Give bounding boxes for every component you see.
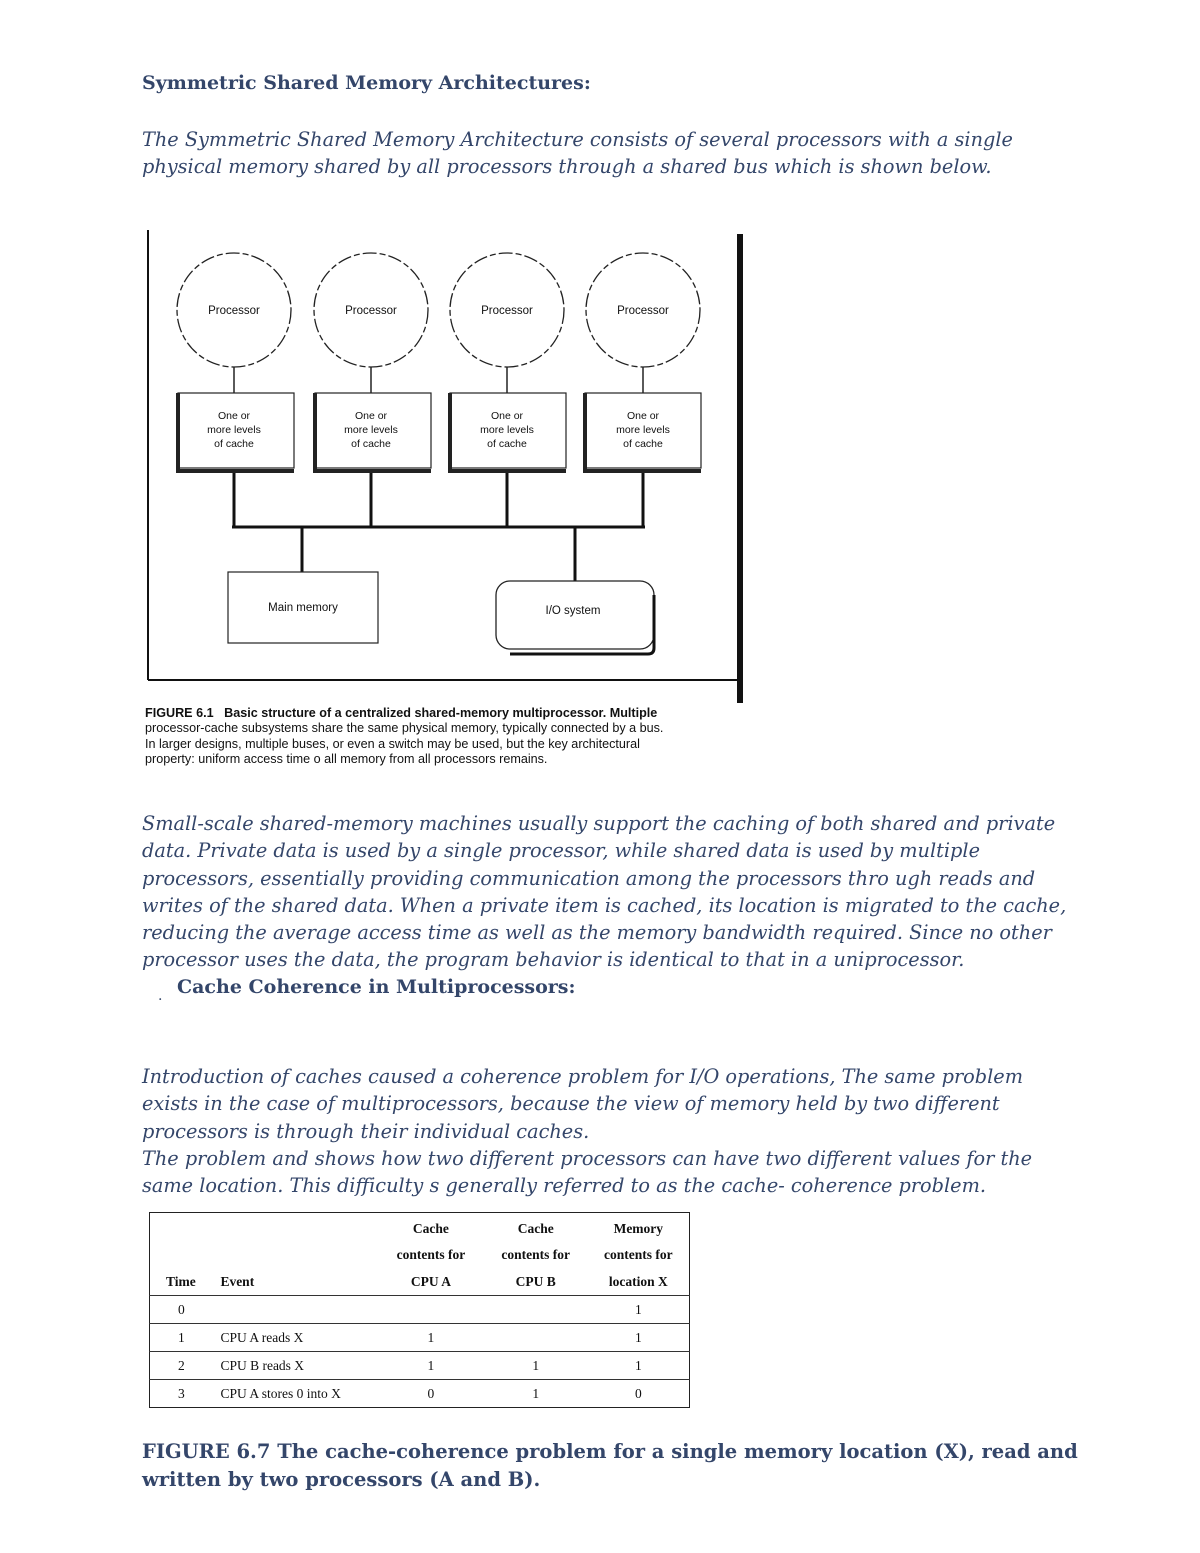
header-time: Time xyxy=(166,1273,196,1289)
io-system-box xyxy=(496,581,654,654)
cache-label-line: more levels xyxy=(344,424,398,436)
cell-cache-a xyxy=(378,1296,484,1324)
cache-box-4 xyxy=(583,393,701,473)
cache-label-line: of cache xyxy=(487,438,527,450)
caption-title: Basic structure of a centralized shared-memory multiprocessor. Multiple xyxy=(224,706,658,720)
table-row xyxy=(150,1352,690,1380)
main-memory-box xyxy=(228,572,378,643)
caption-line: In larger designs, multiple buses, or even a switch may be used, but the key architectural xyxy=(145,736,640,751)
table-header-row xyxy=(150,1213,690,1296)
cache-box-3 xyxy=(448,393,566,473)
cell-time: 1 xyxy=(150,1324,215,1352)
cache-label-line: of cache xyxy=(214,438,254,450)
header-line: Cache xyxy=(517,1220,554,1236)
cell-cache-b xyxy=(484,1324,588,1352)
shared-bus xyxy=(232,473,645,581)
paragraph-line: The Symmetric Shared Memory Architecture consists of several processors with a single xyxy=(142,128,1013,151)
paragraph-line: The problem and shows how two different processors can have two different values for the xyxy=(142,1146,1033,1170)
cache-label-line: of cache xyxy=(351,438,391,450)
header-line: contents for xyxy=(604,1247,673,1262)
processor-node-2 xyxy=(314,253,428,367)
header-line: contents for xyxy=(501,1247,571,1262)
paragraph-line: writes of the shared data. When a private item is cached, its location is migrated to the cache, xyxy=(142,893,1067,917)
header-line: CPU B xyxy=(515,1273,556,1289)
cache-coherence-table xyxy=(149,1212,690,1408)
cache-label-line: One or xyxy=(490,410,524,422)
cell-cache-a: 1 xyxy=(378,1352,484,1380)
cell-cache-b: 1 xyxy=(484,1380,588,1408)
table-row xyxy=(150,1324,690,1352)
main-memory-label: Main memory xyxy=(268,602,338,614)
shared-memory-diagram xyxy=(145,228,750,706)
processor-label: Processor xyxy=(345,305,397,317)
table-row xyxy=(150,1380,690,1408)
processor-label: Processor xyxy=(617,305,669,317)
small-scale-paragraph xyxy=(142,810,1067,974)
cell-cache-a: 1 xyxy=(378,1324,484,1352)
caption-line: written by two processors (A and B). xyxy=(142,1467,541,1491)
cache-label-line: One or xyxy=(626,410,660,422)
paragraph-line: exists in the case of multiprocessors, because the view of memory held by two different xyxy=(142,1092,1000,1116)
cell-cache-b xyxy=(484,1296,588,1324)
header-line: location X xyxy=(608,1273,668,1289)
cache-label-line: more levels xyxy=(616,424,670,436)
cell-time: 3 xyxy=(150,1380,215,1408)
processor-label: Processor xyxy=(208,305,260,317)
figure-6-7-caption xyxy=(142,1438,1078,1493)
cell-event xyxy=(214,1296,378,1324)
paragraph-line: processors, essentially providing communication among the processors thro ugh reads and xyxy=(142,866,1036,890)
cell-cache-b: 1 xyxy=(484,1352,588,1380)
cache-label-line: One or xyxy=(354,410,388,422)
caption-line: property: uniform access time o all memory from all processors remains. xyxy=(145,752,548,767)
paragraph-line: reducing the average access time as well as the memory bandwidth required. Since no other xyxy=(142,921,1052,945)
cell-event: CPU B reads X xyxy=(214,1352,378,1380)
figure-6-1 xyxy=(145,228,750,782)
cache-box-2 xyxy=(313,393,431,473)
header-memory xyxy=(588,1213,690,1296)
cell-event: CPU A stores 0 into X xyxy=(214,1380,378,1408)
paragraph-line: data. Private data is used by a single processor, while shared data is used by multiple xyxy=(142,839,980,863)
processor-node-3 xyxy=(450,253,564,367)
header-cache-a xyxy=(378,1213,484,1296)
header-event: Event xyxy=(220,1273,255,1289)
caption-line: FIGURE 6.7 The cache-coherence problem for a single memory location (X), read and xyxy=(142,1440,1078,1463)
processor-node-4 xyxy=(586,253,700,367)
paragraph-line: Small-scale shared-memory machines usually support the caching of both shared and private xyxy=(142,812,1056,835)
cache-label-line: One or xyxy=(217,410,251,422)
table-row xyxy=(150,1296,690,1324)
paragraph-line: processor uses the data, the program behavior is identical to that in a uniprocessor. xyxy=(142,948,965,972)
section-heading-coherence: Cache Coherence in Multiprocessors: xyxy=(177,976,576,998)
paragraph-line: physical memory shared by all processors through a shared bus which is shown below. xyxy=(142,155,992,179)
cache-label-line: more levels xyxy=(480,424,534,436)
header-line: contents for xyxy=(396,1247,466,1262)
cache-label-line: of cache xyxy=(623,438,663,450)
cell-time: 0 xyxy=(150,1296,215,1324)
caption-line: processor-cache subsystems share the same physical memory, typically connected by a bus. xyxy=(145,721,664,736)
paragraph-line: same location. This difficulty s generally referred to as the cache- coherence problem. xyxy=(142,1174,986,1198)
processor-node-1 xyxy=(177,253,291,367)
header-line: Memory xyxy=(613,1220,664,1236)
cache-label-line: more levels xyxy=(207,424,261,436)
cache-box-1 xyxy=(176,393,294,473)
cell-time: 2 xyxy=(150,1352,215,1380)
caption-label: FIGURE 6.1 xyxy=(145,706,214,720)
paragraph-line: Introduction of caches caused a coherence problem for I/O operations, The same problem xyxy=(142,1065,1023,1088)
figure-6-1-caption xyxy=(145,706,747,768)
io-system-label: I/O system xyxy=(545,605,601,617)
cell-memory: 1 xyxy=(588,1296,690,1324)
header-line: CPU A xyxy=(410,1273,451,1289)
header-cache-b xyxy=(484,1213,588,1296)
cell-memory: 1 xyxy=(588,1352,690,1380)
section-heading-ssma: Symmetric Shared Memory Architectures: xyxy=(142,72,591,94)
ssma-intro-paragraph xyxy=(142,126,1062,181)
coherence-intro-paragraph xyxy=(142,1063,1062,1199)
cell-memory: 1 xyxy=(588,1324,690,1352)
header-line: Cache xyxy=(412,1220,449,1236)
processor-label: Processor xyxy=(481,305,533,317)
list-bullet: . xyxy=(158,988,163,1004)
cell-cache-a: 0 xyxy=(378,1380,484,1408)
cell-memory: 0 xyxy=(588,1380,690,1408)
cell-event: CPU A reads X xyxy=(214,1324,378,1352)
caption-line xyxy=(145,706,747,721)
paragraph-line: processors is through their individual caches. xyxy=(142,1119,590,1143)
